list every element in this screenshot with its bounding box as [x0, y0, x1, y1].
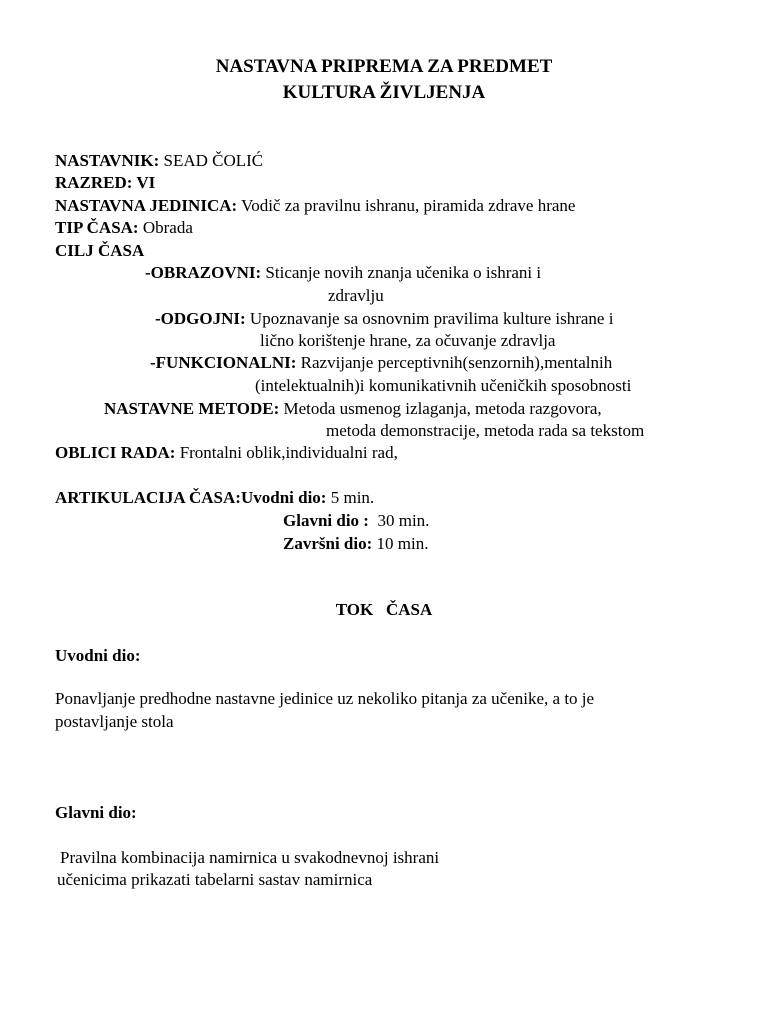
grade-line — [55, 172, 155, 195]
forms-label: OBLICI RADA: — [55, 443, 176, 462]
educational-line-1 — [145, 262, 541, 285]
methods-line-1 — [104, 398, 602, 421]
teacher-line — [55, 150, 263, 173]
unit-value: Vodič za pravilnu ishranu, piramida zdrave hrane — [241, 196, 576, 215]
teacher-label: NASTAVNIK: — [55, 151, 160, 170]
main-heading — [55, 802, 137, 825]
articulation-line-2 — [283, 510, 429, 533]
articulation-line-1 — [55, 487, 374, 510]
upbringing-line-2: lično korištenje hrane, za očuvanje zdravlja — [260, 331, 556, 350]
main-heading-text: Glavni dio: — [55, 803, 137, 822]
articulation-final-label: Završni dio: — [283, 534, 373, 553]
forms-value: Frontalni oblik,individualni rad, — [179, 443, 398, 462]
forms-line — [55, 442, 398, 465]
methods-line-2: metoda demonstracije, metoda rada sa tekstom — [326, 421, 645, 440]
intro-heading — [55, 645, 141, 668]
main-text-1: Pravilna kombinacija namirnica u svakodnevnoj ishrani — [60, 848, 440, 867]
main-text-2: učenicima prikazati tabelarni sastav namirnica — [57, 870, 373, 889]
educational-line-2: zdravlju — [328, 286, 384, 305]
articulation-final-value: 10 min. — [376, 534, 429, 553]
unit-label: NASTAVNA JEDINICA: — [55, 196, 238, 215]
title-line-1: NASTAVNA PRIPREMA ZA PREDMET — [215, 56, 553, 77]
functional-value-1: Razvijanje perceptivnih(senzornih),mentalnih — [300, 353, 613, 372]
type-line — [55, 217, 193, 240]
grade-label: RAZRED: VI — [55, 173, 156, 192]
intro-text-2: postavljanje stola — [55, 712, 174, 731]
articulation-main-label: Glavni dio : — [283, 511, 369, 530]
title-line-2: KULTURA ŽIVLJENJA — [282, 82, 486, 103]
type-label: TIP ČASA: — [55, 218, 139, 237]
upbringing-value-1: Upoznavanje sa osnovnim pravilima kulture ishrane i — [249, 309, 614, 328]
type-value: Obrada — [142, 218, 193, 237]
goal-label: CILJ ČASA — [55, 241, 145, 260]
functional-label: -FUNKCIONALNI: — [150, 353, 297, 372]
educational-value-1: Sticanje novih znanja učenika o ishrani i — [265, 263, 542, 282]
articulation-intro-value: 5 min. — [330, 488, 375, 507]
educational-label: -OBRAZOVNI: — [145, 263, 262, 282]
intro-heading-text: Uvodni dio: — [55, 646, 141, 665]
articulation-label: ARTIKULACIJA ČASA: — [55, 488, 241, 507]
intro-text-1: Ponavljanje predhodne nastavne jedinice uz nekoliko pitanja za učenike, a to je — [55, 689, 595, 708]
articulation-line-3 — [283, 533, 428, 556]
articulation-main-value: 30 min. — [377, 511, 430, 530]
functional-line-1 — [150, 352, 612, 375]
methods-value-1: Metoda usmenog izlaganja, metoda razgovora, — [283, 399, 602, 418]
teacher-value: SEAD ČOLIĆ — [163, 151, 264, 170]
unit-line — [55, 195, 575, 218]
articulation-intro-label: Uvodni dio: — [240, 488, 327, 507]
upbringing-label: -ODGOJNI: — [155, 309, 246, 328]
methods-label: NASTAVNE METODE: — [104, 399, 280, 418]
goal-line — [55, 240, 144, 263]
document-title — [0, 54, 768, 106]
flow-heading-text: TOK ČASA — [335, 600, 433, 619]
flow-heading — [0, 599, 768, 622]
upbringing-line-1 — [155, 308, 613, 331]
functional-line-2: (intelektualnih)i komunikativnih učeničkih sposobnosti — [255, 376, 632, 395]
